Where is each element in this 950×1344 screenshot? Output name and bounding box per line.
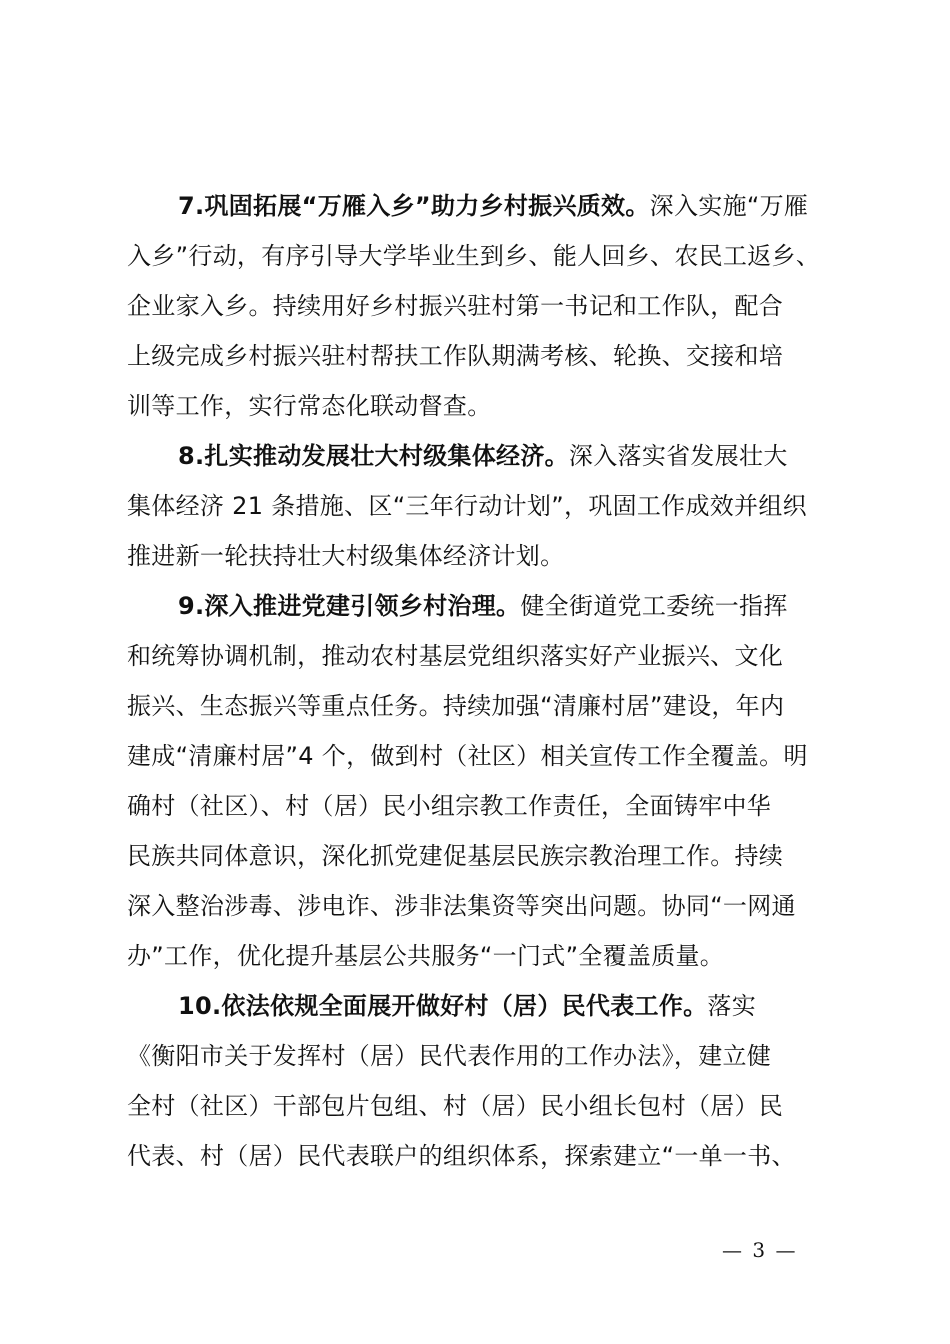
paragraph-9-line: 深入整治涉毒、涉电诈、涉非法集资等突出问题。协同“一网通 <box>127 892 796 920</box>
paragraph-7-first-line <box>178 191 808 221</box>
paragraph-8-text: 深入落实省发展壮大 <box>568 442 788 470</box>
paragraph-7-line: 上级完成乡村振兴驻村帮扶工作队期满考核、轮换、交接和培 <box>127 342 784 370</box>
paragraph-7-text: 深入实施“万雁 <box>649 192 809 220</box>
paragraph-9-first-line <box>178 591 788 621</box>
paragraph-9-heading: 9.深入推进党建引领乡村治理。 <box>178 592 521 620</box>
paragraph-7-heading: 7.巩固拓展“万雁入乡”助力乡村振兴质效。 <box>178 192 650 220</box>
paragraph-7-line: 入乡”行动，有序引导大学毕业生到乡、能人回乡、农民工返乡、 <box>127 242 821 270</box>
paragraph-7-line: 训等工作，实行常态化联动督查。 <box>127 392 492 420</box>
paragraph-10-line: 《衡阳市关于发挥村（居）民代表作用的工作办法》，建立健 <box>127 1042 772 1070</box>
paragraph-8-line: 推进新一轮扶持壮大村级集体经济计划。 <box>127 542 565 570</box>
page-number: — 3 — <box>722 1238 798 1262</box>
paragraph-8-heading: 8.扎实推动发展壮大村级集体经济。 <box>178 442 569 470</box>
paragraph-10-text: 落实 <box>707 992 757 1020</box>
paragraph-9-text: 健全街道党工委统一指挥 <box>520 592 788 620</box>
paragraph-7-line: 企业家入乡。持续用好乡村振兴驻村第一书记和工作队，配合 <box>127 292 784 320</box>
paragraph-9-line: 振兴、生态振兴等重点任务。持续加强“清廉村居”建设，年内 <box>127 692 785 720</box>
paragraph-9-line: 确村（社区）、村（居）民小组宗教工作责任，全面铸牢中华 <box>127 792 772 820</box>
paragraph-8-first-line <box>178 441 788 471</box>
paragraph-9-line: 办”工作，优化提升基层公共服务“一门式”全覆盖质量。 <box>127 942 725 970</box>
paragraph-9-line: 建成“清廉村居”4 个，做到村（社区）相关宣传工作全覆盖。明 <box>127 742 808 770</box>
paragraph-10-line: 代表、村（居）民代表联户的组织体系，探索建立“一单一书、 <box>127 1142 796 1170</box>
paragraph-10-heading: 10.依法依规全面展开做好村（居）民代表工作。 <box>178 992 708 1020</box>
paragraph-8-line: 集体经济 21 条措施、区“三年行动计划”，巩固工作成效并组织 <box>127 492 807 520</box>
paragraph-10-first-line <box>178 991 756 1021</box>
paragraph-10-line: 全村（社区）干部包片包组、村（居）民小组长包村（居）民 <box>127 1092 784 1120</box>
paragraph-9-line: 民族共同体意识，深化抓党建促基层民族宗教治理工作。持续 <box>127 842 784 870</box>
paragraph-9-line: 和统筹协调机制，推动农村基层党组织落实好产业振兴、文化 <box>127 642 784 670</box>
